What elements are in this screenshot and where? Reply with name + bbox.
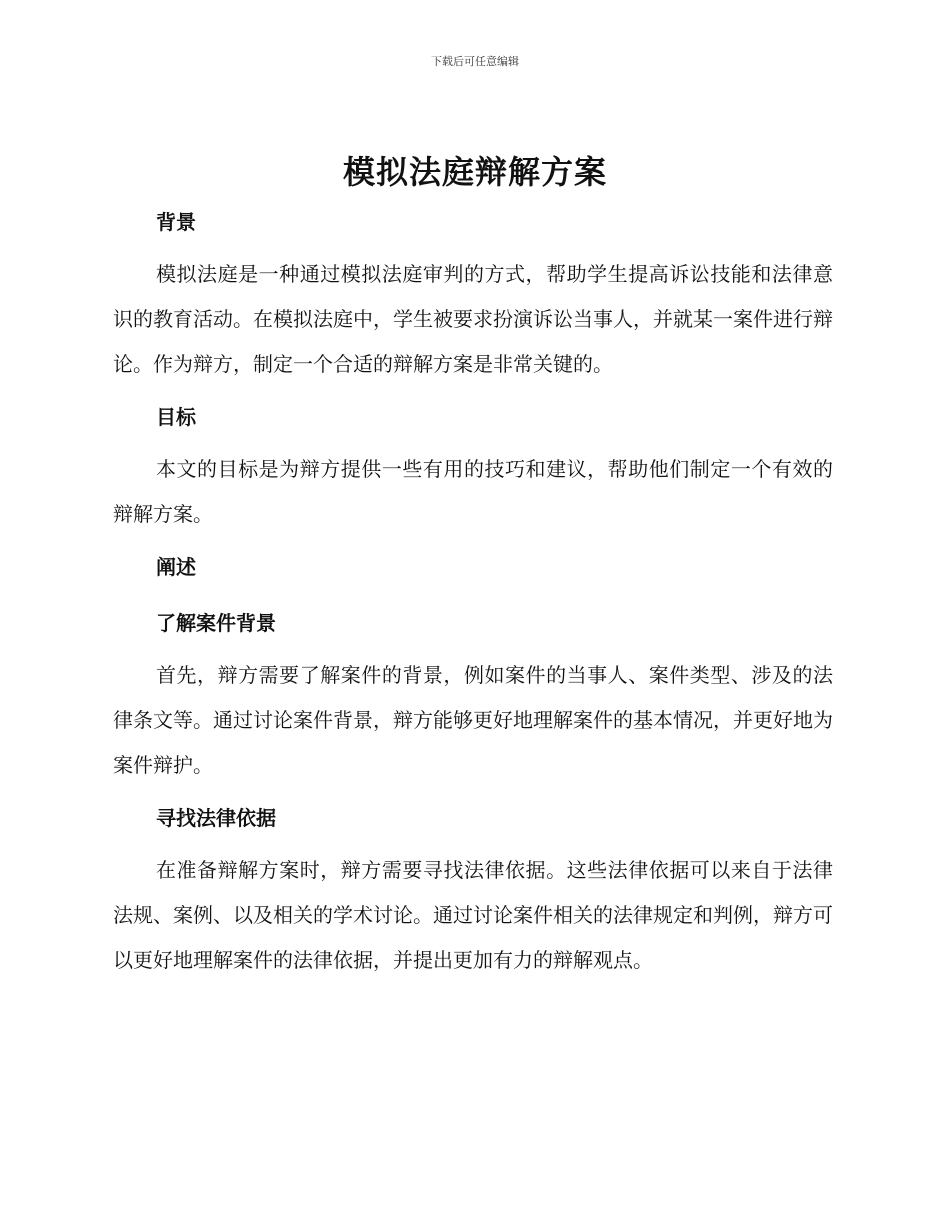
document-title: 模拟法庭辩解方案 [342, 153, 607, 191]
section-heading-goal: 目标 [156, 405, 196, 429]
section-heading-legal-basis: 寻找法律依据 [156, 806, 276, 830]
paragraph-background: 模拟法庭是一种通过模拟法庭审判的方式，帮助学生提高诉讼技能和法律意识的教育活动。在模拟法庭中，学生被要求扮演诉讼当事人，并就某一案件进行辩论。作为辩方，制定一个合适的辩解方案是非常关键的。 [113, 262, 833, 376]
section-heading-elaboration: 阐述 [156, 555, 196, 579]
section-heading-background: 背景 [156, 210, 196, 234]
paragraph-understand-case: 首先，辩方需要了解案件的背景，例如案件的当事人、案件类型、涉及的法律条文等。通过讨论案件背景，辩方能够更好地理解案件的基本情况，并更好地为案件辩护。 [113, 663, 833, 777]
section-heading-understand-case: 了解案件背景 [156, 611, 276, 635]
paragraph-goal: 本文的目标是为辩方提供一些有用的技巧和建议，帮助他们制定一个有效的辩解方案。 [113, 457, 833, 526]
paragraph-legal-basis: 在准备辩解方案时，辩方需要寻找法律依据。这些法律依据可以来自于法律法规、案例、以及相关的学术讨论。通过讨论案件相关的法律规定和判例，辩方可以更好地理解案件的法律依据，并提出更加有力的辩解观点。 [113, 858, 833, 972]
page-header-note: 下载后可任意编辑 [431, 55, 519, 68]
document-body [113, 205, 833, 983]
